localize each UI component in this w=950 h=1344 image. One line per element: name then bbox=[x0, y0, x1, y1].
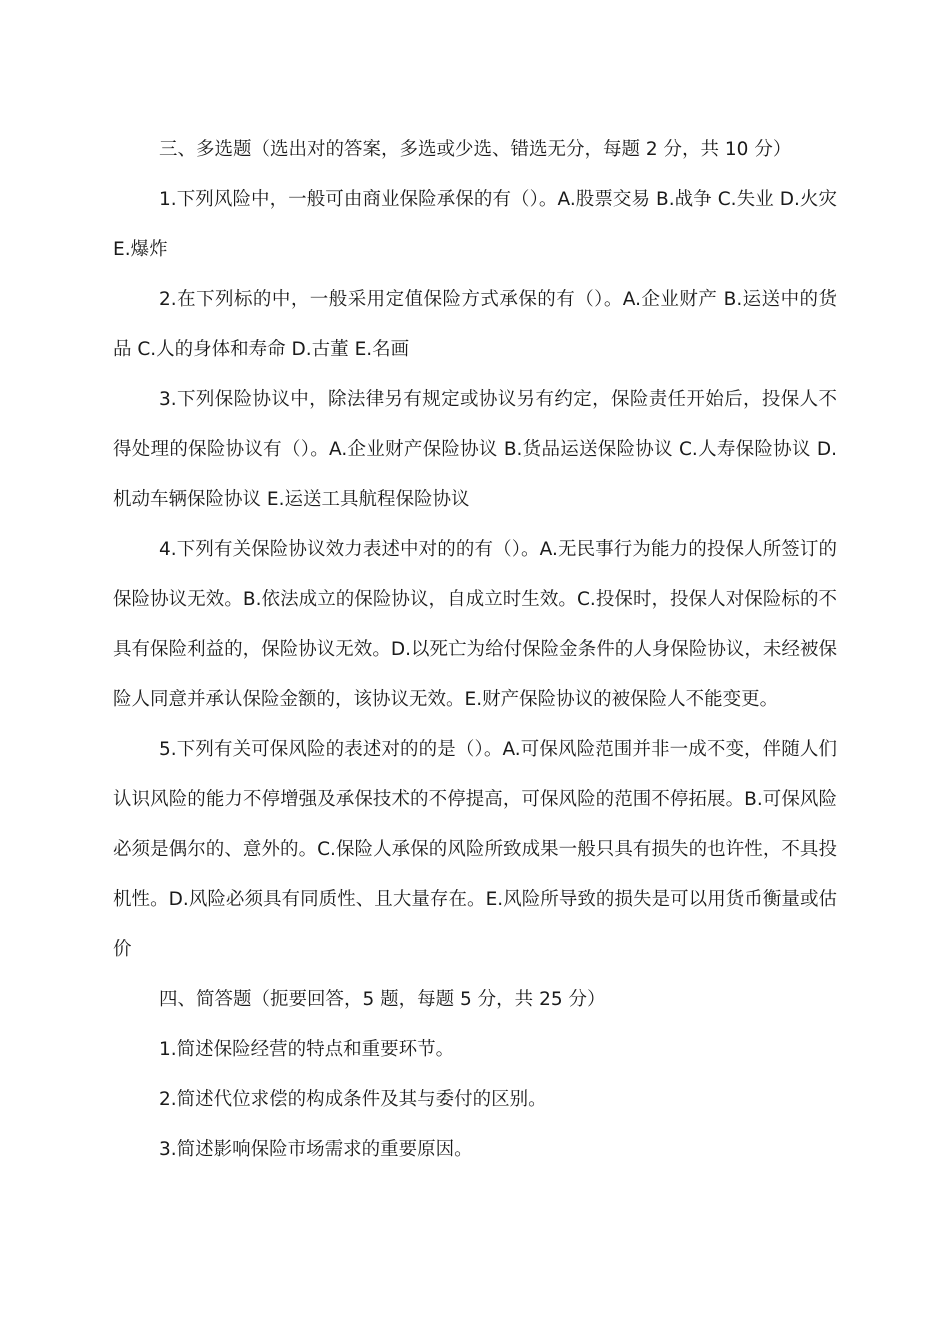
short-question-1: 1.简述保险经营的特点和重要环节。 bbox=[159, 1039, 455, 1060]
question-5: 5.下列有关可保风险的表述对的的是（）。A.可保风险范围并非一成不变，伴随人们认识风险的能力不停增强及承保技术的不停提高，可保风险的范围不停拓展。B.可保风险必须是偶尔的、意外的。C.保险人承保的风险所致成果一般只具有损失的也许性，不具投机性。D.风险必须具有同质性、且大量存在。E.风险所导致的损失是可以用货币衡量或估价 bbox=[113, 739, 837, 960]
short-question-3: 3.简述影响保险市场需求的重要原因。 bbox=[159, 1139, 473, 1160]
section4-heading: 四、简答题（扼要回答，5 题，每题 5 分，共 25 分） bbox=[159, 989, 606, 1010]
question-4: 4.下列有关保险协议效力表述中对的的有（）。A.无民事行为能力的投保人所签订的保险协议无效。B.依法成立的保险协议，自成立时生效。C.投保时，投保人对保险标的不具有保险利益的，保险协议无效。D.以死亡为给付保险金条件的人身保险协议，未经被保险人同意并承认保险金额的，该协议无效。E.财产保险协议的被保险人不能变更。 bbox=[113, 539, 837, 710]
question-2: 2.在下列标的中，一般采用定值保险方式承保的有（）。A.企业财产 B.运送中的货品 C.人的身体和寿命 D.古董 E.名画 bbox=[113, 289, 837, 360]
question-1: 1.下列风险中，一般可由商业保险承保的有（）。A.股票交易 B.战争 C.失业 D.火灾 E.爆炸 bbox=[113, 189, 837, 260]
short-question-2: 2.简述代位求偿的构成条件及其与委付的区别。 bbox=[159, 1089, 547, 1110]
section3-heading: 三、多选题（选出对的答案，多选或少选、错选无分，每题 2 分，共 10 分） bbox=[159, 139, 792, 160]
document-body bbox=[113, 125, 837, 1175]
question-3: 3.下列保险协议中，除法律另有规定或协议另有约定，保险责任开始后，投保人不得处理的保险协议有（）。A.企业财产保险协议 B.货品运送保险协议 C.人寿保险协议 D.机动车辆保险协议 E.运送工具航程保险协议 bbox=[113, 389, 837, 510]
